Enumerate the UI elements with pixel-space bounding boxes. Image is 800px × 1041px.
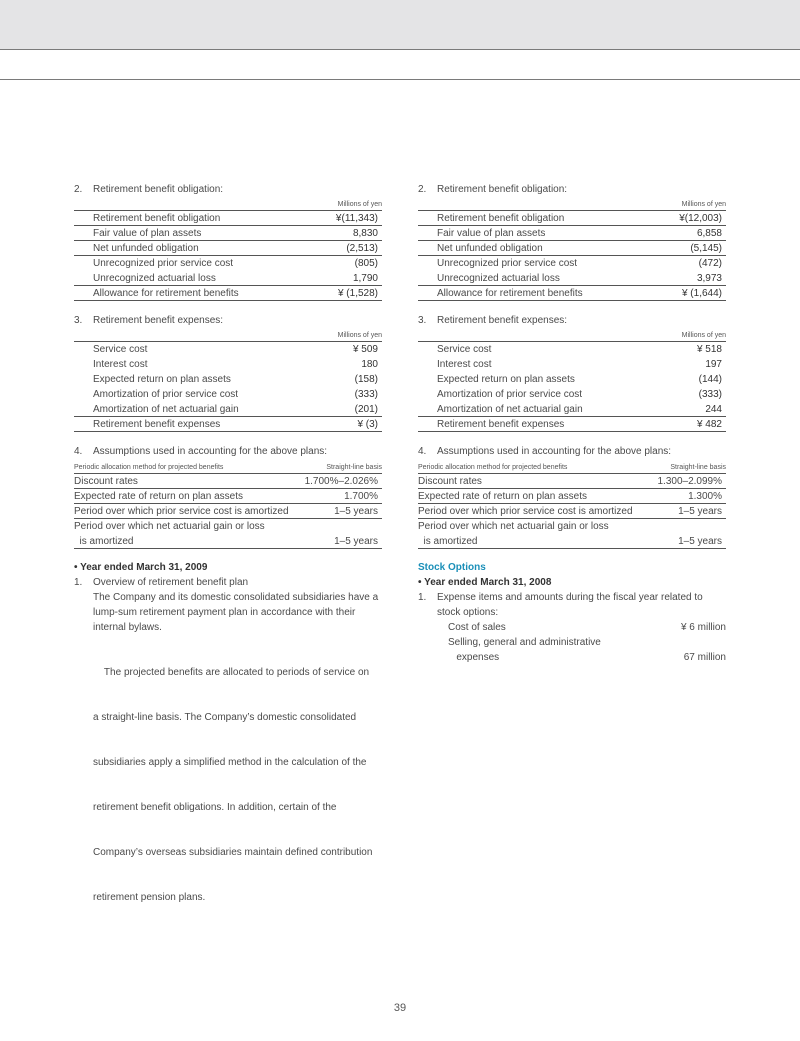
assumptions-header-row xyxy=(418,461,726,474)
table-row xyxy=(418,342,726,357)
page-number: 39 xyxy=(393,1002,407,1014)
so-item xyxy=(418,590,726,605)
row-label: Fair value of plan assets xyxy=(437,228,546,239)
so-item-num: 1. xyxy=(418,592,427,603)
table-row xyxy=(74,489,382,504)
paragraph-line: The projected benefits are allocated to periods of service on xyxy=(93,667,370,678)
row-label: Period over which prior service cost is amortized xyxy=(74,506,289,517)
assumptions-table xyxy=(418,461,726,549)
row-label: Allowance for retirement benefits xyxy=(93,288,239,299)
row-value: (472) xyxy=(698,258,722,269)
row-label: Period over which prior service cost is amortized xyxy=(418,506,633,517)
row-value: 8,830 xyxy=(352,228,378,239)
paragraph-line: retirement benefit obligations. In addition, certain of the xyxy=(93,802,337,813)
expenses-heading xyxy=(418,312,726,330)
row-value: ¥ (3) xyxy=(357,419,378,430)
table-row xyxy=(74,417,382,432)
header-band xyxy=(0,0,800,50)
row-value: 180 xyxy=(361,359,378,370)
assumptions-header-row xyxy=(74,461,382,474)
so-value xyxy=(631,635,726,650)
row-value: (5,145) xyxy=(690,243,722,254)
row-value: ¥ 482 xyxy=(696,419,722,430)
row-label: Amortization of net actuarial gain xyxy=(437,404,583,415)
plan-item-text: Overview of retirement benefit plan xyxy=(93,577,249,588)
right-column xyxy=(418,181,726,665)
paragraph-line: The Company and its domestic consolidated subsidiaries have a xyxy=(93,592,379,603)
table-row xyxy=(74,271,382,286)
assumptions-header-label: Periodic allocation method for projected benefits xyxy=(418,464,568,471)
row-label: Amortization of net actuarial gain xyxy=(93,404,239,415)
table-row xyxy=(74,474,382,489)
table-row xyxy=(418,271,726,286)
row-value: (158) xyxy=(354,374,378,385)
table-row xyxy=(74,342,382,357)
row-value: 1–5 years xyxy=(334,536,378,547)
row-value: (333) xyxy=(354,389,378,400)
row-label: Unrecognized actuarial loss xyxy=(93,273,216,284)
assumptions-heading xyxy=(418,443,726,461)
table-row xyxy=(74,226,382,241)
table-row xyxy=(418,417,726,432)
row-value: ¥(11,343) xyxy=(335,213,378,224)
paragraph-line: subsidiaries apply a simplified method in the calculation of the xyxy=(93,757,367,768)
assumptions-header-label: Periodic allocation method for projected benefits xyxy=(74,464,224,471)
expenses-unit: Millions of yen xyxy=(337,332,382,339)
row-value: ¥ (1,528) xyxy=(337,288,378,299)
left-column xyxy=(74,181,382,935)
row-value: 197 xyxy=(705,359,722,370)
table-row xyxy=(418,226,726,241)
so-label: Cost of sales xyxy=(448,622,506,633)
row-label: Period over which net actuarial gain or loss xyxy=(74,521,265,532)
row-label: is amortized xyxy=(418,536,478,547)
row-value: (2,513) xyxy=(346,243,378,254)
obligation-table xyxy=(418,210,726,301)
row-label: is amortized xyxy=(74,536,134,547)
expenses-heading-text: Retirement benefit expenses: xyxy=(93,315,224,326)
obligation-heading xyxy=(418,181,726,199)
paragraph-line: Company’s overseas subsidiaries maintain defined contribution xyxy=(93,847,373,858)
paragraph-line: retirement pension plans. xyxy=(93,892,206,903)
assumptions-heading-num: 4. xyxy=(418,446,427,457)
table-row xyxy=(74,256,382,271)
assumptions-heading-num: 4. xyxy=(74,446,83,457)
paragraph-line: lump-sum retirement payment plan in accordance with their xyxy=(93,607,356,618)
table-row xyxy=(74,534,382,549)
row-value: 244 xyxy=(705,404,722,415)
row-value: 1.300–2.099% xyxy=(657,476,722,487)
table-row xyxy=(418,357,726,372)
table-row xyxy=(418,504,726,519)
row-label: Period over which net actuarial gain or loss xyxy=(418,521,609,532)
row-label: Interest cost xyxy=(437,359,492,370)
table-row xyxy=(74,402,382,417)
assumptions-heading xyxy=(74,443,382,461)
row-value: 1.700%–2.026% xyxy=(304,476,378,487)
list-item xyxy=(418,650,726,665)
row-value: 6,858 xyxy=(696,228,722,239)
row-value: ¥ (1,644) xyxy=(681,288,722,299)
obligation-heading-num: 2. xyxy=(418,184,427,195)
expenses-heading-text: Retirement benefit expenses: xyxy=(437,315,568,326)
row-label: Discount rates xyxy=(74,476,138,487)
row-label: Amortization of prior service cost xyxy=(437,389,583,400)
header-rule xyxy=(0,79,800,80)
table-row xyxy=(418,519,726,534)
table-row xyxy=(74,241,382,256)
so-value: 67 million xyxy=(683,652,726,663)
table-row xyxy=(418,402,726,417)
row-label: Unrecognized prior service cost xyxy=(93,258,234,269)
year-heading: • Year ended March 31, 2009 xyxy=(74,562,208,573)
row-value: (333) xyxy=(698,389,722,400)
row-label: Discount rates xyxy=(418,476,482,487)
row-label: Service cost xyxy=(93,344,148,355)
list-item xyxy=(418,635,726,650)
table-row xyxy=(74,387,382,402)
table-row xyxy=(74,519,382,534)
row-label: Net unfunded obligation xyxy=(437,243,543,254)
row-label: Expected rate of return on plan assets xyxy=(418,491,587,502)
so-label: expenses xyxy=(448,652,500,663)
expenses-heading-num: 3. xyxy=(74,315,83,326)
row-label: Retirement benefit expenses xyxy=(437,419,565,430)
row-label: Interest cost xyxy=(93,359,148,370)
list-item xyxy=(418,620,726,635)
assumptions-header-value: Straight-line basis xyxy=(670,464,726,471)
table-row xyxy=(418,474,726,489)
table-row xyxy=(418,256,726,271)
expenses-table xyxy=(74,341,382,432)
row-label: Amortization of prior service cost xyxy=(93,389,239,400)
assumptions-table xyxy=(74,461,382,549)
row-value: 1–5 years xyxy=(678,506,722,517)
table-row xyxy=(74,372,382,387)
row-label: Net unfunded obligation xyxy=(93,243,199,254)
row-value: (201) xyxy=(354,404,378,415)
table-row xyxy=(418,387,726,402)
row-label: Service cost xyxy=(437,344,492,355)
table-row xyxy=(418,211,726,226)
row-label: Fair value of plan assets xyxy=(93,228,202,239)
obligation-heading-text: Retirement benefit obligation: xyxy=(437,184,568,195)
obligation-unit: Millions of yen xyxy=(681,201,726,208)
row-value: ¥(12,003) xyxy=(679,213,722,224)
table-row xyxy=(74,504,382,519)
obligation-table xyxy=(74,210,382,301)
table-row xyxy=(418,286,726,301)
row-value: ¥ 509 xyxy=(352,344,378,355)
row-value: ¥ 518 xyxy=(696,344,722,355)
so-value: ¥ 6 million xyxy=(680,622,726,633)
obligation-heading-text: Retirement benefit obligation: xyxy=(93,184,224,195)
row-value: (805) xyxy=(354,258,378,269)
row-value: 1–5 years xyxy=(678,536,722,547)
row-value: 1,790 xyxy=(352,273,378,284)
table-row xyxy=(418,372,726,387)
paragraph-2 xyxy=(74,635,382,935)
table-row xyxy=(418,489,726,504)
row-value: 3,973 xyxy=(696,273,722,284)
plan-item xyxy=(74,575,382,590)
year-heading: • Year ended March 31, 2008 xyxy=(418,577,552,588)
expenses-unit: Millions of yen xyxy=(681,332,726,339)
table-row xyxy=(74,286,382,301)
assumptions-header-value: Straight-line basis xyxy=(326,464,382,471)
so-item-line: Expense items and amounts during the fiscal year related to xyxy=(437,592,703,603)
row-label: Unrecognized prior service cost xyxy=(437,258,578,269)
row-label: Expected return on plan assets xyxy=(437,374,575,385)
paragraph-1 xyxy=(74,590,382,635)
row-label: Retirement benefit obligation xyxy=(93,213,221,224)
row-value: 1.700% xyxy=(344,491,378,502)
assumptions-heading-text: Assumptions used in accounting for the above plans: xyxy=(437,446,672,457)
paragraph-line: a straight-line basis. The Company’s domestic consolidated xyxy=(93,712,357,723)
row-label: Expected rate of return on plan assets xyxy=(74,491,243,502)
obligation-heading-num: 2. xyxy=(74,184,83,195)
table-row xyxy=(74,211,382,226)
plan-item-num: 1. xyxy=(74,577,83,588)
table-row xyxy=(418,534,726,549)
expenses-heading-num: 3. xyxy=(418,315,427,326)
table-row xyxy=(418,241,726,256)
row-value: (144) xyxy=(698,374,722,385)
row-value: 1.300% xyxy=(688,491,722,502)
row-value xyxy=(722,519,726,534)
row-label: Allowance for retirement benefits xyxy=(437,288,583,299)
obligation-heading xyxy=(74,181,382,199)
expenses-heading xyxy=(74,312,382,330)
obligation-unit: Millions of yen xyxy=(337,201,382,208)
row-label: Unrecognized actuarial loss xyxy=(437,273,560,284)
row-label: Retirement benefit expenses xyxy=(93,419,221,430)
assumptions-heading-text: Assumptions used in accounting for the above plans: xyxy=(93,446,328,457)
so-label: Selling, general and administrative xyxy=(448,637,601,648)
paragraph-line: internal bylaws. xyxy=(93,622,162,633)
so-item-line: stock options: xyxy=(437,607,499,618)
table-row xyxy=(74,357,382,372)
row-label: Retirement benefit obligation xyxy=(437,213,565,224)
expenses-table xyxy=(418,341,726,432)
row-label: Expected return on plan assets xyxy=(93,374,231,385)
row-value xyxy=(378,519,382,534)
row-value: 1–5 years xyxy=(334,506,378,517)
stock-options-title: Stock Options xyxy=(418,562,486,573)
